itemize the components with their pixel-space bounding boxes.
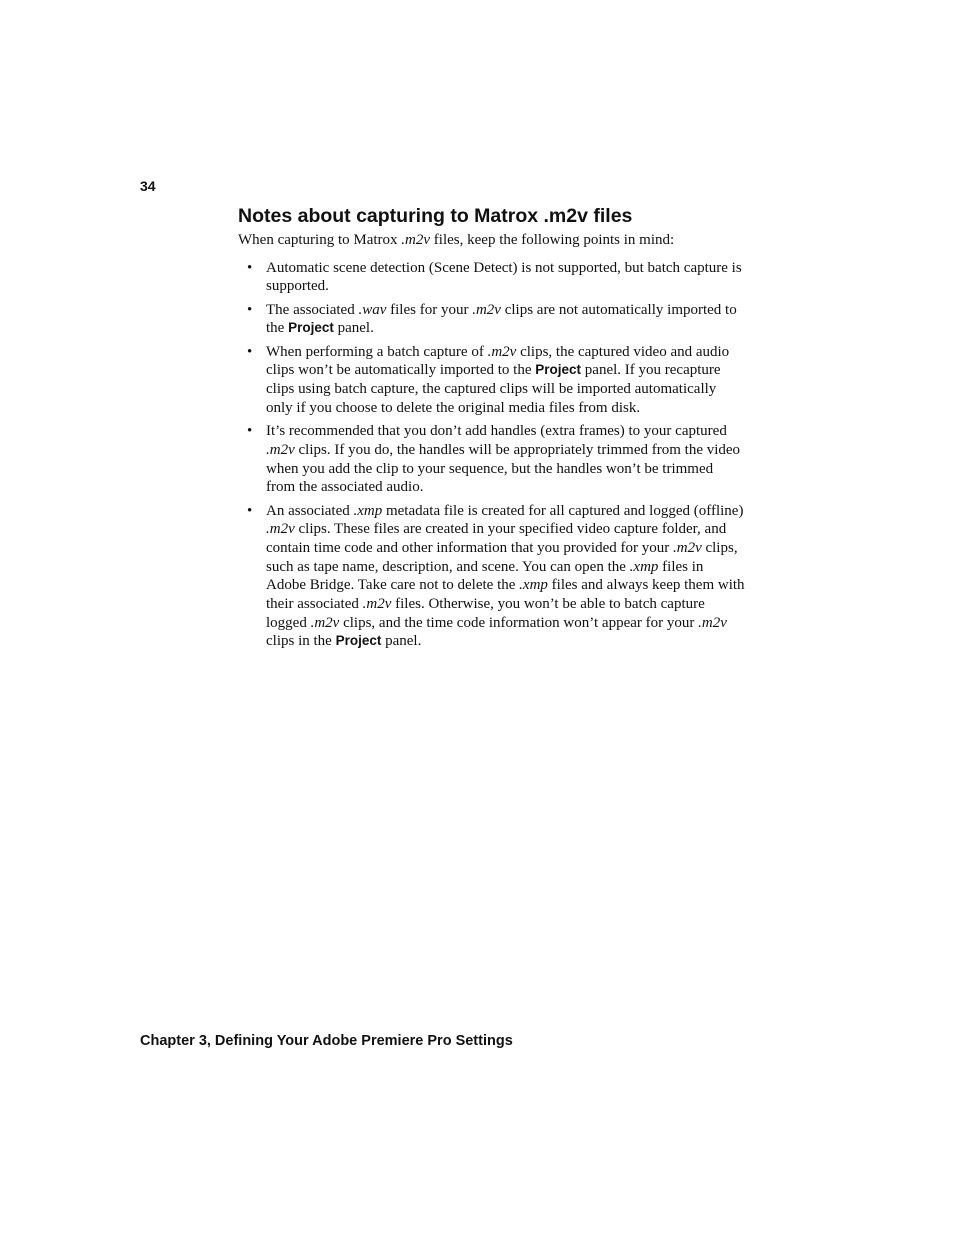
list-item	[238, 343, 746, 418]
filename-extension: .m2v	[472, 301, 501, 318]
list-item-text: An associated .xmp metadata file is created for all captured and logged (offline) .m2v clips. These files are created in your specified video capture folder, and contain time code and other information that you provided for your .m2v clips, such as tape name, description, and scene. You can open the .xmp files in Adobe Bridge. Take care not to delete the .xmp files and always keep them with their associated .m2v files. Otherwise, you won’t be able to batch capture logged .m2v clips, and the time code information won’t appear for your .m2v clips in the Project panel.	[266, 502, 745, 650]
bullet-icon: •	[247, 423, 253, 440]
filename-extension: .m2v	[698, 614, 727, 631]
bullet-list	[238, 259, 746, 651]
chapter-footer: Chapter 3, Defining Your Adobe Premiere Pro Settings	[140, 1033, 513, 1049]
filename-extension: .m2v	[310, 614, 340, 631]
filename-extension: .m2v	[487, 343, 517, 360]
ui-label: Project	[335, 633, 382, 649]
main-content	[238, 204, 746, 656]
list-item	[238, 301, 746, 338]
list-item-text: The associated .wav files for your .m2v clips are not automatically imported to the Project panel.	[266, 301, 737, 337]
ui-label: Project	[535, 362, 582, 378]
list-item	[238, 422, 746, 497]
list-item-text: It’s recommended that you don’t add handles (extra frames) to your captured .m2v clips. If you do, the handles will be appropriately trimmed from the video when you add the clip to your sequence, but the handles won’t be trimmed from the associated audio.	[266, 423, 741, 496]
ui-label: Project	[288, 320, 334, 336]
bullet-icon: •	[247, 502, 253, 519]
list-item-text: Automatic scene detection (Scene Detect) is not supported, but batch capture is supported.	[266, 259, 742, 295]
filename-extension: .m2v	[401, 232, 431, 248]
page-number: 34	[140, 178, 156, 194]
filename-extension: .wav	[358, 301, 387, 318]
filename-extension: .m2v	[362, 596, 392, 613]
filename-extension: .m2v	[266, 441, 295, 458]
list-item	[238, 502, 746, 652]
bullet-icon: •	[247, 343, 253, 360]
filename-extension: .xmp	[629, 558, 659, 575]
list-item	[238, 259, 746, 296]
filename-extension: .xmp	[353, 502, 383, 519]
intro-paragraph: When capturing to Matrox .m2v files, keep the following points in mind:	[238, 232, 675, 248]
filename-extension: .xmp	[519, 577, 548, 594]
list-item-text: When performing a batch capture of .m2v clips, the captured video and audio clips won’t be automatically imported to the Project panel. If you recapture clips using batch capture, the captured clips will be imported automatically only if you choose to delete the original media files from disk.	[266, 343, 730, 416]
filename-extension: .m2v	[266, 521, 295, 538]
section-heading: Notes about capturing to Matrox .m2v files	[238, 205, 633, 227]
bullet-icon: •	[247, 259, 253, 276]
filename-extension: .m2v	[672, 539, 702, 556]
bullet-icon: •	[247, 301, 253, 318]
